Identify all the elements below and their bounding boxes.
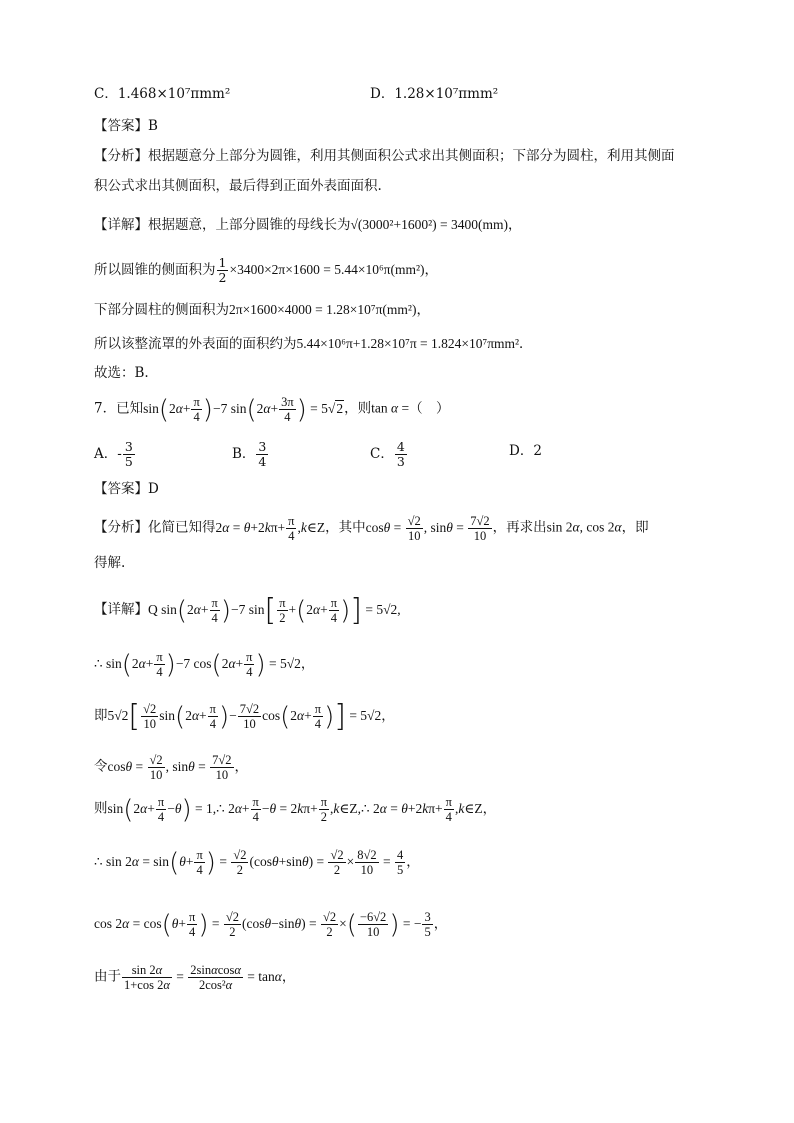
q7-analysis-2: 得解. — [94, 555, 126, 571]
q7-detail-8: 由于 $\frac{\sin 2\alpha}{1+\cos 2\alpha}$ = $\frac{2\sin\alpha\cos\alpha}{\text{2cos²α}}$ = tanα， — [94, 963, 296, 992]
q7-detail-6: ∴ sin 2α = sin(θ+ $\frac{\pi}{4}$ ) = $\frac{√2}{2}$ (cosθ+sinθ) = $\frac{√2}{2}$ × $\frac{8√2}{10}$ = $\frac{4}{5}$ ， — [94, 847, 420, 878]
q7-detail-1: 【详解】Q sin(2α+ $\frac{\pi}{4}$ )−7 sin[ $\frac{\pi}{2}$ +(2α+ $\frac{\pi}{4}$ )] = 5√2, — [94, 592, 401, 628]
q7-stem: 7．已知sin(2α+ $\frac{\pi}{4}$ )−7 sin(2α+ $\frac{3\pi}{4}$ ) = 5√2，则tan α =（ ） — [94, 394, 450, 425]
q7-analysis-1: 【分析】化简已知得2α = θ+2kπ+ $\frac{\pi}{4}$ ,k∈Z，其中cosθ = $\frac{√2}{10}$ , sinθ = $\frac{7√2}{10}$ ，再求出sin 2α, cos 2α，即 — [94, 514, 649, 543]
q6-detail-4: 所以该整流罩的外表面的面积约为5.44×10⁶π+1.28×10⁷π = 1.824×10⁷πmm²． — [94, 336, 533, 352]
q7-detail-5: 则sin(2α+ $\frac{\pi}{4}$ −θ) = 1,∴ 2α+ $\frac{\pi}{4}$ −θ = 2kπ+ $\frac{\pi}{2}$ ,k∈Z,∴ 2α = θ+2kπ+ $\frac{\pi}{4}$ ,k∈Z， — [94, 794, 497, 825]
q7-option-d: D．2 — [509, 443, 542, 459]
q6-detail-3: 下部分圆柱的侧面积为2π×1600×4000 = 1.28×10⁷π(mm²)， — [94, 302, 430, 318]
option-d: D．1.28×10⁷πmm² — [370, 86, 499, 102]
q7-detail-7: cos 2α = cos(θ+ $\frac{\pi}{4}$ ) = $\frac{√2}{2}$ (cosθ−sinθ) = $\frac{√2}{2}$ ×( $\frac{-6√2}{10}$ ) = − $\frac{3}{5}$ ， — [94, 909, 448, 940]
q6-analysis-2: 积公式求出其侧面积，最后得到正面外表面面积. — [94, 178, 382, 194]
option-c: C．1.468×10⁷πmm² — [94, 86, 231, 102]
q6-analysis-1: 【分析】根据题意分上部分为圆锥，利用其侧面积公式求出其侧面积；下部分为圆柱，利用其侧面 — [94, 148, 675, 164]
q7-option-c: C． $\frac{4}{3}$ — [370, 439, 405, 469]
q7-detail-2: ∴ sin(2α+ $\frac{\pi}{4}$ )−7 cos(2α+ $\frac{\pi}{4}$ ) = 5√2， — [94, 649, 315, 680]
q7-answer: 【答案】D — [94, 481, 159, 497]
fraction-one-half: $\frac{1}{2}$ — [218, 255, 227, 285]
q7-detail-3: 即5√2[ $\frac{√2}{10}$ sin(2α+ $\frac{\pi}{4}$ )− $\frac{7√2}{10}$ cos(2α+ $\frac{\pi}{4}$ )] = 5√2， — [94, 698, 395, 734]
q7-option-a: A．- $\frac{3}{5}$ — [94, 439, 133, 469]
q7-detail-4: 令cosθ = $\frac{√2}{10}$ , sinθ = $\frac{7√2}{10}$ ， — [94, 753, 249, 782]
q6-detail-2: 所以圆锥的侧面积为 $\frac{1}{2}$ ×3400×2π×1600 = 5.44×10⁶π(mm²)， — [94, 255, 439, 285]
q6-detail-1: 【详解】根据题意，上部分圆锥的母线长为√(3000²+1600²) = 3400(mm)， — [94, 217, 522, 233]
q6-answer: 【答案】B — [94, 118, 158, 134]
q6-conclusion: 故选：B. — [94, 365, 149, 381]
q7-option-b: B． $\frac{3}{4}$ — [232, 439, 267, 469]
